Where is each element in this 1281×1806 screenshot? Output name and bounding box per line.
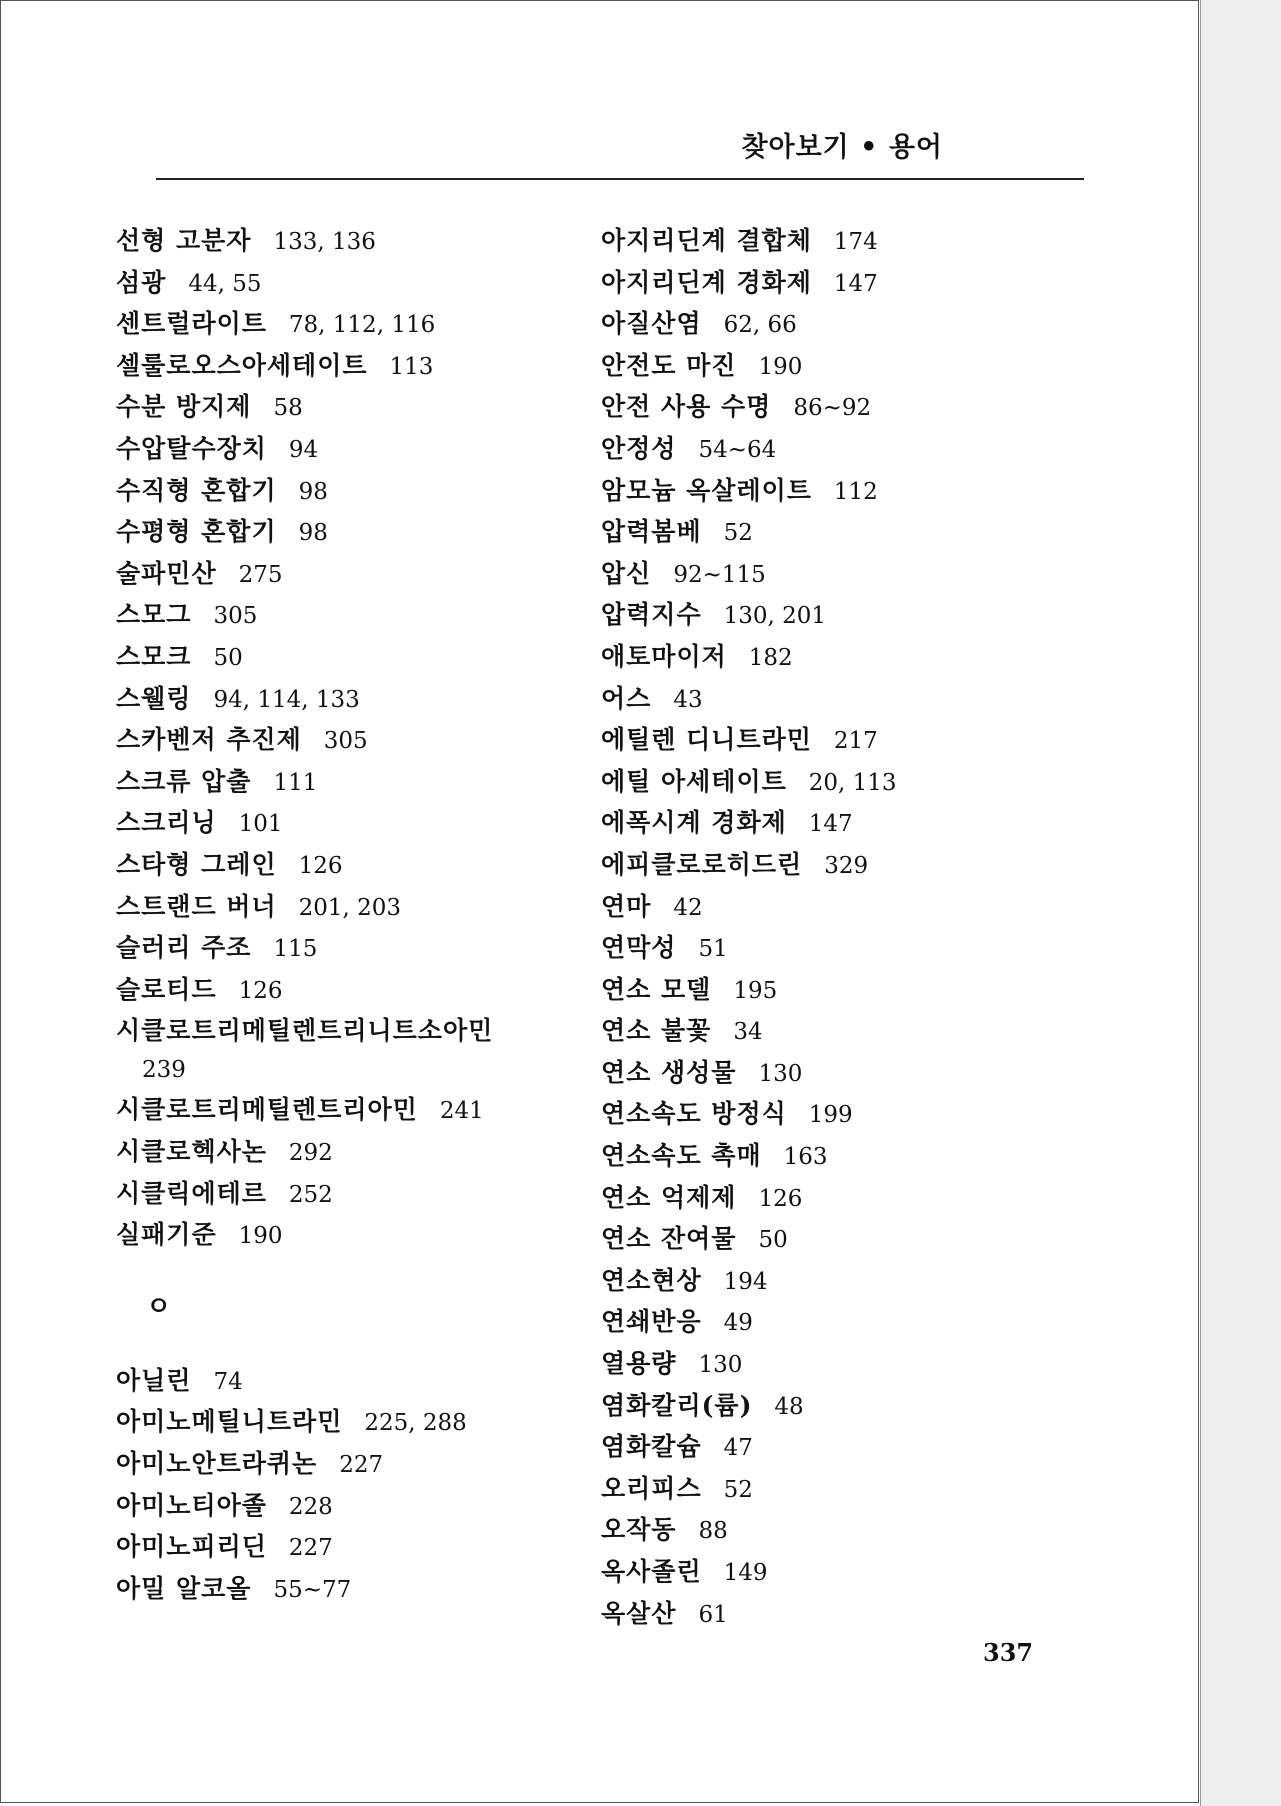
- index-column-left: [116, 221, 571, 1610]
- index-entry: [116, 471, 571, 513]
- index-term: 스크리닝: [116, 808, 217, 838]
- index-pages: 43: [673, 686, 703, 713]
- index-term: 술파민산: [116, 558, 217, 588]
- index-pages: 86~92: [793, 395, 872, 422]
- index-entry: [116, 1569, 571, 1611]
- index-term: 에피클로로히드린: [601, 849, 803, 879]
- index-pages: 52: [723, 1476, 753, 1503]
- index-entry: [601, 471, 1061, 513]
- index-pages: 147: [808, 811, 853, 838]
- index-term: 아지리딘계 결합체: [601, 226, 812, 255]
- index-term: 염화칼슘: [601, 1432, 702, 1462]
- index-column-right: [601, 221, 1061, 1635]
- index-pages: 92~115: [673, 561, 766, 588]
- index-entry: [116, 1090, 571, 1132]
- index-entry: [601, 1552, 1061, 1594]
- index-pages: 133, 136: [273, 229, 376, 255]
- index-term: 아지리딘계 경화제: [601, 267, 812, 297]
- index-pages: 126: [758, 1185, 803, 1212]
- index-pages: 98: [298, 520, 328, 547]
- index-term: 에폭시계 경화제: [601, 808, 787, 838]
- index-entry: [116, 1011, 571, 1090]
- index-pages: 74: [213, 1368, 243, 1395]
- index-pages: 130: [698, 1352, 743, 1379]
- index-pages: 98: [298, 478, 328, 505]
- index-pages: 195: [733, 977, 778, 1004]
- index-entry: [601, 803, 1061, 845]
- index-pages: 20, 113: [808, 769, 897, 796]
- index-term: 연소현상: [601, 1265, 702, 1295]
- index-term: 연쇄반응: [601, 1307, 702, 1337]
- index-term: 연소속도 촉매: [601, 1141, 762, 1171]
- index-entry: [601, 845, 1061, 887]
- index-term: 옥살산: [601, 1598, 677, 1628]
- index-pages: 88: [698, 1518, 728, 1545]
- index-pages: 174: [833, 229, 878, 255]
- index-pages: 217: [833, 728, 878, 755]
- index-pages: 115: [273, 936, 318, 963]
- index-term: 연소 모델: [601, 974, 712, 1004]
- index-entry: [601, 928, 1061, 970]
- index-entry: [116, 762, 571, 804]
- index-pages: 101: [238, 811, 283, 838]
- index-term: 스모크: [116, 641, 192, 671]
- index-term: 연소 불꽃: [601, 1016, 712, 1046]
- index-entry: [116, 1444, 571, 1486]
- index-pages: 163: [783, 1144, 828, 1171]
- index-entry: [116, 1132, 571, 1174]
- index-entry: [116, 387, 571, 429]
- index-term: 선형 고분자: [116, 226, 252, 255]
- index-term: 압력봄베: [601, 517, 702, 547]
- index-entry: [116, 803, 571, 845]
- index-entry: [116, 263, 571, 305]
- index-pages: 227: [288, 1535, 333, 1562]
- index-term: 연소 생성물: [601, 1057, 737, 1087]
- index-pages: 239: [142, 1056, 186, 1083]
- index-pages: 58: [273, 395, 303, 422]
- index-pages: 48: [774, 1393, 804, 1420]
- index-entry: [601, 1094, 1061, 1136]
- index-pages: 126: [238, 977, 283, 1004]
- index-term: 시클로트리메틸렌트리아민: [116, 1095, 418, 1125]
- index-term: 옥사졸린: [601, 1557, 702, 1586]
- index-entry: [116, 1527, 571, 1569]
- index-pages: 50: [758, 1227, 788, 1254]
- index-entry: [601, 1011, 1061, 1053]
- index-entry: [601, 1427, 1061, 1469]
- index-entry: [601, 512, 1061, 554]
- index-entry: [601, 1469, 1061, 1511]
- index-term: 오리피스: [601, 1473, 702, 1503]
- index-term: 슬로티드: [116, 974, 217, 1004]
- index-pages: 55~77: [273, 1576, 352, 1603]
- index-term: 섬광: [116, 267, 167, 297]
- index-entry: [601, 970, 1061, 1012]
- index-term: 염화칼리(륨): [601, 1390, 753, 1420]
- index-entry: [601, 263, 1061, 305]
- index-pages: 228: [288, 1493, 333, 1520]
- index-term: 스웰링: [116, 683, 192, 713]
- index-term: 어스: [601, 683, 652, 713]
- index-pages: 201, 203: [298, 894, 402, 921]
- index-entry: [116, 1215, 571, 1257]
- index-entry: [116, 1402, 571, 1444]
- index-term: 수압탈수장치: [116, 433, 267, 463]
- index-entry: [116, 637, 571, 679]
- index-entry: [116, 928, 571, 970]
- index-pages: 147: [833, 270, 878, 297]
- index-pages: 94, 114, 133: [213, 686, 360, 713]
- index-entry: [116, 845, 571, 887]
- index-term: 아밀 알코올: [116, 1573, 252, 1603]
- index-term: 스타형 그레인: [116, 849, 277, 879]
- index-pages: 149: [723, 1560, 768, 1586]
- index-pages: 190: [758, 353, 803, 380]
- index-pages: 44, 55: [188, 270, 262, 297]
- index-term: 수분 방지제: [116, 392, 252, 422]
- index-entry: [116, 554, 571, 596]
- index-term: 수평형 혼합기: [116, 517, 277, 547]
- index-pages: 305: [213, 603, 258, 630]
- index-term: 암모늄 옥살레이트: [601, 475, 812, 505]
- index-pages: 54~64: [698, 436, 777, 463]
- index-entry: [601, 1594, 1061, 1636]
- index-entry: [601, 762, 1061, 804]
- index-pages: 51: [698, 936, 728, 963]
- index-term: 에틸 아세테이트: [601, 766, 787, 796]
- index-entry: [116, 970, 571, 1012]
- index-pages: 62, 66: [723, 312, 797, 339]
- index-entry: [116, 595, 571, 637]
- index-pages: 42: [673, 894, 703, 921]
- index-pages: 130: [758, 1060, 803, 1087]
- index-term: 셀룰로오스아세테이트: [116, 350, 368, 380]
- index-entry: [601, 1261, 1061, 1303]
- index-pages: 61: [698, 1601, 728, 1628]
- index-pages: 112: [833, 478, 878, 505]
- index-entry: [116, 1361, 571, 1403]
- index-term: 안전도 마진: [601, 350, 737, 380]
- index-term: 연소속도 방정식: [601, 1099, 787, 1129]
- index-entry: [601, 346, 1061, 388]
- index-pages: 199: [808, 1102, 853, 1129]
- index-term: 에틸렌 디니트라민: [601, 725, 812, 755]
- index-entry: [116, 304, 571, 346]
- index-term: 시클릭에테르: [116, 1178, 267, 1208]
- index-term: 스모그: [116, 600, 192, 630]
- index-pages: 126: [298, 852, 343, 879]
- index-term: 아질산염: [601, 309, 702, 339]
- index-entry: [601, 429, 1061, 471]
- index-entry: [601, 387, 1061, 429]
- header-rule: [156, 178, 1084, 180]
- index-pages: 275: [238, 561, 283, 588]
- index-pages: 227: [339, 1452, 384, 1479]
- index-term: 아닐린: [116, 1365, 192, 1395]
- index-pages: 292: [288, 1140, 333, 1167]
- index-pages: 113: [389, 353, 434, 380]
- page-number: 337: [983, 1638, 1034, 1667]
- index-entry: [116, 512, 571, 554]
- index-term: 아미노피리딘: [116, 1532, 267, 1562]
- index-entry: [116, 429, 571, 471]
- index-entry: [601, 304, 1061, 346]
- index-entry: [601, 1219, 1061, 1261]
- index-pages: 94: [288, 436, 319, 463]
- index-term: 압력지수: [601, 600, 702, 630]
- index-entry: [116, 221, 571, 263]
- index-entry: [116, 1486, 571, 1528]
- index-pages: 47: [723, 1435, 753, 1462]
- index-entry: [601, 679, 1061, 721]
- index-term: 연마: [601, 891, 652, 921]
- index-entry: [116, 679, 571, 721]
- index-term: 아미노안트라퀴논: [116, 1449, 318, 1479]
- index-pages: 190: [238, 1223, 283, 1250]
- index-entry: [116, 720, 571, 762]
- section-heading: ㅇ: [146, 1291, 172, 1322]
- index-term: 안정성: [601, 433, 677, 463]
- index-entry: [601, 221, 1061, 263]
- index-entry: [116, 1174, 571, 1216]
- index-entry: [601, 637, 1061, 679]
- index-term: 오작동: [601, 1515, 677, 1545]
- index-pages: 241: [439, 1098, 484, 1125]
- viewer-background: [1200, 0, 1281, 1806]
- index-pages: 194: [723, 1268, 768, 1295]
- index-pages: 252: [288, 1181, 333, 1208]
- index-entry: [601, 1510, 1061, 1552]
- index-term: 스트랜드 버너: [116, 891, 277, 921]
- index-term: 스카벤저 추진제: [116, 725, 302, 755]
- index-term: 압신: [601, 558, 652, 588]
- index-term: 슬러리 주조: [116, 933, 252, 963]
- index-term: 수직형 혼합기: [116, 475, 277, 505]
- index-entry: [601, 720, 1061, 762]
- index-term: 아미노메틸니트라민: [116, 1407, 343, 1437]
- index-term: 스크류 압출: [116, 766, 252, 796]
- index-term: 시클로트리메틸렌트리니트소아민: [116, 1016, 494, 1046]
- index-entry: [601, 554, 1061, 596]
- index-term: 시클로헥사논: [116, 1137, 267, 1167]
- index-entry: [601, 1302, 1061, 1344]
- index-term: 안전 사용 수명: [601, 392, 772, 422]
- index-entry: [601, 1053, 1061, 1095]
- index-pages: 111: [273, 769, 318, 796]
- index-entry: [601, 1178, 1061, 1220]
- index-term: 아미노티아졸: [116, 1490, 267, 1520]
- index-pages: 225, 288: [364, 1410, 467, 1437]
- index-pages: 34: [733, 1019, 763, 1046]
- index-pages: 182: [748, 644, 793, 671]
- index-term: 실패기준: [116, 1220, 217, 1250]
- index-term: 연막성: [601, 933, 677, 963]
- index-entry: [601, 887, 1061, 929]
- index-pages: 50: [213, 644, 243, 671]
- index-pages: 49: [723, 1310, 753, 1337]
- index-pages: 78, 112, 116: [288, 312, 436, 339]
- index-entry: [601, 1344, 1061, 1386]
- index-term: 열용량: [601, 1349, 677, 1379]
- index-entry: [601, 1136, 1061, 1178]
- running-head: 찾아보기 • 용어: [741, 132, 943, 163]
- index-entry: [116, 887, 571, 929]
- index-entry: [601, 595, 1061, 637]
- index-pages: 329: [824, 852, 869, 879]
- index-term: 연소 잔여물: [601, 1224, 737, 1254]
- index-pages: 52: [723, 520, 753, 547]
- index-entry: [601, 1386, 1061, 1428]
- index-pages: 305: [323, 728, 368, 755]
- index-entry: [116, 346, 571, 388]
- index-pages: 130, 201: [723, 603, 827, 630]
- index-term: 애토마이저: [601, 641, 727, 671]
- index-term: 연소 억제제: [601, 1182, 737, 1212]
- index-term: 센트럴라이트: [116, 309, 267, 339]
